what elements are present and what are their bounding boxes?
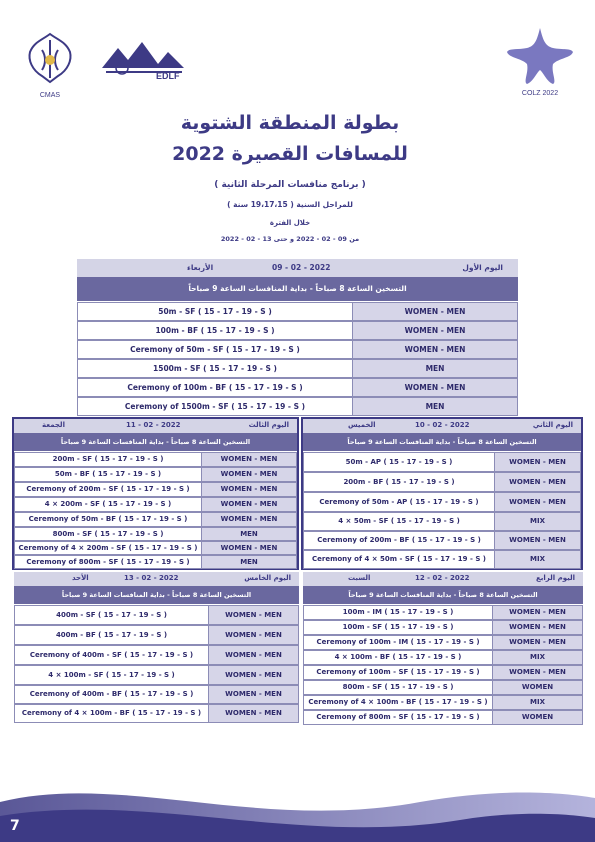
day2-name: اليوم الثاني xyxy=(532,421,573,429)
colz-caption: COLZ 2022 xyxy=(521,90,559,97)
edlf-logo xyxy=(98,38,188,82)
category-cell: WOMEN - MEN xyxy=(353,302,518,321)
event-cell: 4 × 200m - SF ( 15 - 17 - 19 - S ) xyxy=(14,497,202,512)
edlf-caption: EDLF xyxy=(156,71,180,81)
event-cell: 200m - BF ( 15 - 17 - 19 - S ) xyxy=(303,472,495,492)
table-row xyxy=(14,645,299,665)
category-cell: WOMEN - MEN xyxy=(495,492,581,512)
category-cell: MIX xyxy=(493,650,583,665)
day2-header xyxy=(303,419,581,433)
day1-date: 09 - 02 - 2022 xyxy=(272,263,331,272)
table-row xyxy=(77,340,518,359)
table-row xyxy=(303,635,583,650)
day4-date: 12 - 02 - 2022 xyxy=(415,574,470,582)
table-row xyxy=(77,302,518,321)
day2-weekday: الخميس xyxy=(348,421,376,429)
category-cell: MEN xyxy=(353,359,518,378)
category-cell: WOMEN - MEN xyxy=(209,665,299,685)
category-cell: WOMEN - MEN xyxy=(493,665,583,680)
category-cell: WOMEN - MEN xyxy=(209,625,299,645)
event-cell: 400m - SF ( 15 - 17 - 19 - S ) xyxy=(14,605,209,625)
colz-logo xyxy=(505,26,575,97)
category-cell: WOMEN - MEN xyxy=(209,605,299,625)
category-cell: MEN xyxy=(353,397,518,416)
event-cell: 200m - SF ( 15 - 17 - 19 - S ) xyxy=(14,452,202,467)
age-groups: للمراحل السنية ( 19،17،15 سنة ) xyxy=(227,200,353,209)
category-cell: WOMEN - MEN xyxy=(495,452,581,472)
table-row xyxy=(303,650,583,665)
event-cell: 400m - BF ( 15 - 17 - 19 - S ) xyxy=(14,625,209,645)
event-cell: Ceremony of 4 × 200m - SF ( 15 - 17 - 19 - S ) xyxy=(14,541,202,555)
table-row xyxy=(14,467,297,482)
day4-weekday: السبت xyxy=(348,574,371,582)
table-row xyxy=(14,482,297,497)
category-cell: WOMEN - MEN xyxy=(202,541,297,555)
category-cell: MEN xyxy=(202,555,297,569)
day4-name: اليوم الرابع xyxy=(535,574,575,582)
table-row xyxy=(303,665,583,680)
category-cell: MIX xyxy=(495,512,581,531)
footer-wave xyxy=(0,762,595,842)
table-row xyxy=(14,555,297,569)
event-cell: Ceremony of 4 × 50m - SF ( 15 - 17 - 19 - S ) xyxy=(303,550,495,569)
table-row xyxy=(14,704,299,723)
table-row xyxy=(303,680,583,695)
table-row xyxy=(77,378,518,397)
table-row xyxy=(303,452,581,472)
day3-weekday: الجمعة xyxy=(42,421,65,429)
event-cell: Ceremony of 1500m - SF ( 15 - 17 - 19 - S ) xyxy=(77,397,353,416)
category-cell: MEN xyxy=(202,527,297,541)
category-cell: WOMEN - MEN xyxy=(209,704,299,723)
table-row xyxy=(14,512,297,527)
category-cell: WOMEN - MEN xyxy=(209,645,299,665)
table-row xyxy=(14,625,299,645)
event-cell: 4 × 100m - BF ( 15 - 17 - 19 - S ) xyxy=(303,650,493,665)
event-cell: Ceremony of 800m - SF ( 15 - 17 - 19 - S ) xyxy=(303,710,493,725)
period-dates: من 09 - 02 - 2022 و حتى 13 - 02 - 2022 xyxy=(220,235,360,243)
table-row xyxy=(303,550,581,569)
category-cell: MIX xyxy=(493,695,583,710)
table-row xyxy=(303,512,581,531)
starfish-icon xyxy=(505,26,575,86)
category-cell: MIX xyxy=(495,550,581,569)
day1-name: اليوم الأول xyxy=(462,263,503,272)
table-row xyxy=(77,359,518,378)
event-cell: 100m - IM ( 15 - 17 - 19 - S ) xyxy=(303,605,493,620)
event-cell: Ceremony of 100m - SF ( 15 - 17 - 19 - S ) xyxy=(303,665,493,680)
table-row xyxy=(303,531,581,550)
event-cell: 50m - AP ( 15 - 17 - 19 - S ) xyxy=(303,452,495,472)
event-cell: 4 × 100m - SF ( 15 - 17 - 19 - S ) xyxy=(14,665,209,685)
event-cell: Ceremony of 4 × 100m - BF ( 15 - 17 - 19 - S ) xyxy=(303,695,493,710)
category-cell: WOMEN - MEN xyxy=(353,321,518,340)
event-cell: 800m - SF ( 15 - 17 - 19 - S ) xyxy=(303,680,493,695)
category-cell: WOMEN - MEN xyxy=(493,620,583,635)
day4-schedule-note: التسخين الساعة 8 صباحاً - بداية المنافسات الساعة 9 صباحاً xyxy=(303,586,583,604)
cmas-logo xyxy=(20,30,80,99)
category-cell: WOMEN - MEN xyxy=(353,340,518,359)
table-row xyxy=(303,710,583,725)
day3-schedule-note: التسخين الساعة 8 صباحاً - بداية المنافسات الساعة 9 صباحاً xyxy=(14,433,297,451)
category-cell: WOMEN - MEN xyxy=(209,685,299,704)
category-cell: WOMEN - MEN xyxy=(202,482,297,497)
event-cell: 100m - BF ( 15 - 17 - 19 - S ) xyxy=(77,321,353,340)
cmas-emblem-icon xyxy=(20,30,80,88)
event-cell: Ceremony of 400m - SF ( 15 - 17 - 19 - S ) xyxy=(14,645,209,665)
day5-weekday: الأحد xyxy=(72,574,89,582)
table-row xyxy=(14,685,299,704)
table-row xyxy=(303,492,581,512)
table-row xyxy=(303,695,583,710)
day3-header xyxy=(14,419,297,433)
event-cell: Ceremony of 400m - BF ( 15 - 17 - 19 - S ) xyxy=(14,685,209,704)
table-row xyxy=(14,452,297,467)
event-cell: Ceremony of 50m - SF ( 15 - 17 - 19 - S ) xyxy=(77,340,353,359)
event-cell: Ceremony of 50m - BF ( 15 - 17 - 19 - S ) xyxy=(14,512,202,527)
category-cell: WOMEN - MEN xyxy=(495,531,581,550)
table-row xyxy=(14,497,297,512)
cmas-caption: CMAS xyxy=(39,92,61,99)
category-cell: WOMEN - MEN xyxy=(202,467,297,482)
table-row xyxy=(77,397,518,416)
event-cell: 1500m - SF ( 15 - 17 - 19 - S ) xyxy=(77,359,353,378)
day3-name: اليوم الثالث xyxy=(248,421,289,429)
day4-header xyxy=(303,572,583,586)
period-label: خلال الفترة xyxy=(269,219,311,227)
event-cell: Ceremony of 4 × 100m - BF ( 15 - 17 - 19 - S ) xyxy=(14,704,209,723)
day1-header xyxy=(77,259,518,277)
table-row xyxy=(303,472,581,492)
category-cell: WOMEN - MEN xyxy=(202,497,297,512)
category-cell: WOMEN - MEN xyxy=(202,512,297,527)
day2-schedule-note: التسخين الساعة 8 صباحاً - بداية المنافسات الساعة 9 صباحاً xyxy=(303,433,581,451)
table-row xyxy=(14,541,297,555)
category-cell: WOMEN - MEN xyxy=(353,378,518,397)
event-cell: Ceremony of 200m - BF ( 15 - 17 - 19 - S ) xyxy=(303,531,495,550)
title-line1: بطولة المنطقة الشتوية xyxy=(180,112,400,134)
category-cell: WOMEN - MEN xyxy=(493,605,583,620)
table-row xyxy=(77,321,518,340)
day3-date: 11 - 02 - 2022 xyxy=(126,421,181,429)
event-cell: Ceremony of 50m - AP ( 15 - 17 - 19 - S ) xyxy=(303,492,495,512)
table-row xyxy=(303,620,583,635)
day5-name: اليوم الخامس xyxy=(244,574,291,582)
event-cell: 100m - SF ( 15 - 17 - 19 - S ) xyxy=(303,620,493,635)
table-row xyxy=(14,605,299,625)
day2-date: 10 - 02 - 2022 xyxy=(415,421,470,429)
table-row xyxy=(14,527,297,541)
event-cell: 4 × 50m - SF ( 15 - 17 - 19 - S ) xyxy=(303,512,495,531)
table-row xyxy=(303,605,583,620)
table-row xyxy=(14,665,299,685)
event-cell: 800m - SF ( 15 - 17 - 19 - S ) xyxy=(14,527,202,541)
page-number: 7 xyxy=(10,818,20,834)
day1-schedule-note: التسخين الساعة 8 صباحاً - بداية المنافسات الساعة 9 صباحاً xyxy=(77,277,518,301)
event-cell: Ceremony of 200m - SF ( 15 - 17 - 19 - S ) xyxy=(14,482,202,497)
category-cell: WOMEN - MEN xyxy=(495,472,581,492)
day5-date: 13 - 02 - 2022 xyxy=(124,574,179,582)
event-cell: Ceremony of 800m - SF ( 15 - 17 - 19 - S ) xyxy=(14,555,202,569)
category-cell: WOMEN - MEN xyxy=(493,635,583,650)
event-cell: 50m - SF ( 15 - 17 - 19 - S ) xyxy=(77,302,353,321)
day5-schedule-note: التسخين الساعة 8 صباحاً - بداية المنافسات الساعة 9 صباحاً xyxy=(14,586,299,604)
event-cell: 50m - BF ( 15 - 17 - 19 - S ) xyxy=(14,467,202,482)
title-line2: للمسافات القصيرة 2022 xyxy=(172,143,408,165)
category-cell: WOMEN xyxy=(493,680,583,695)
event-cell: Ceremony of 100m - BF ( 15 - 17 - 19 - S ) xyxy=(77,378,353,397)
subtitle: ( برنامج منافسات المرحلة الثانية ) xyxy=(214,180,366,190)
category-cell: WOMEN xyxy=(493,710,583,725)
day1-weekday: الأربعاء xyxy=(187,263,214,272)
event-cell: Ceremony of 100m - IM ( 15 - 17 - 19 - S ) xyxy=(303,635,493,650)
category-cell: WOMEN - MEN xyxy=(202,452,297,467)
day5-header xyxy=(14,572,299,586)
